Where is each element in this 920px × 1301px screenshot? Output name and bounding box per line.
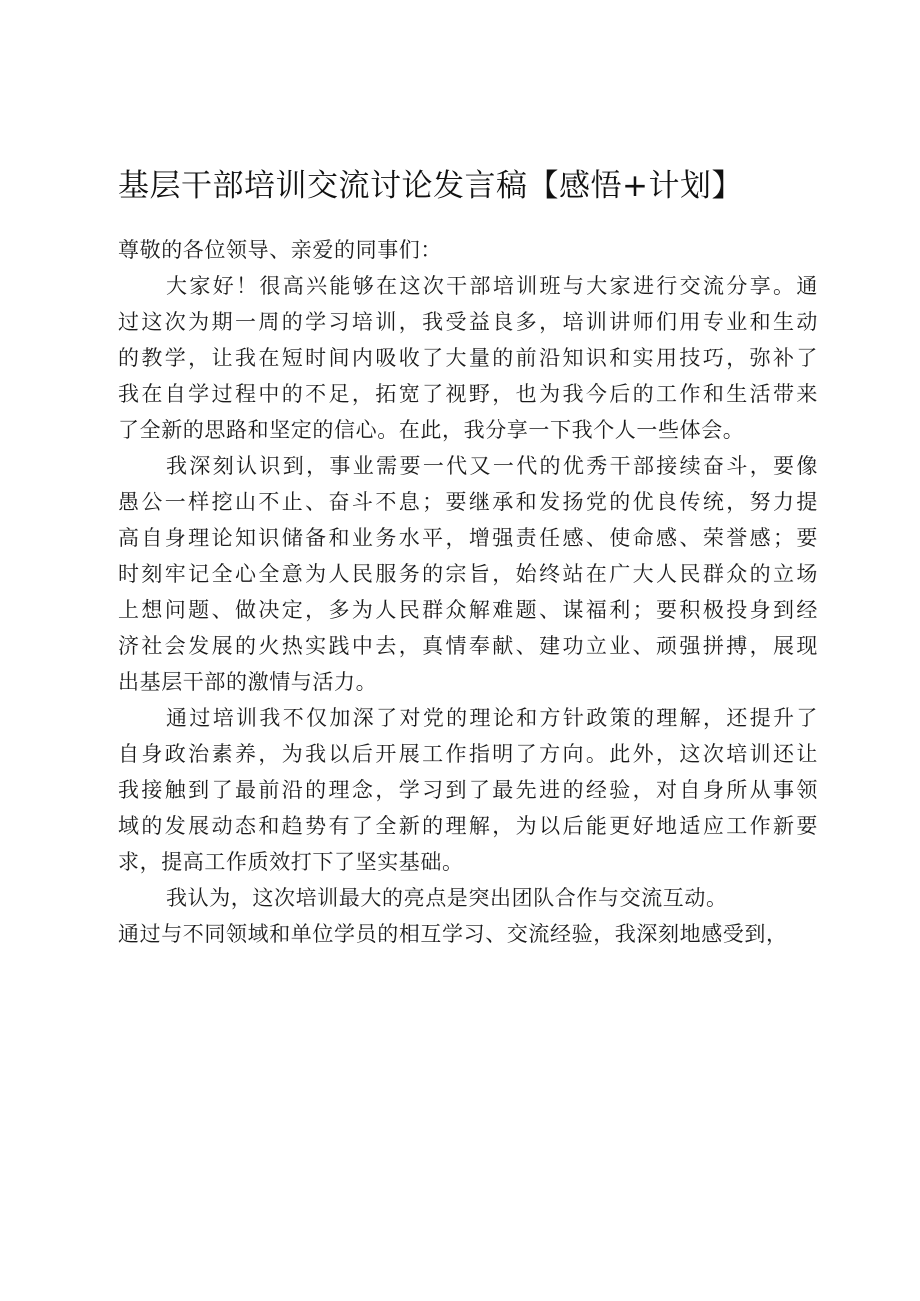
paragraph-4 <box>118 880 818 952</box>
text-line: 域的发展动态和趋势有了全新的理解，为以后能更好地适应工作新要 <box>118 814 818 838</box>
text-line: 我认为，这次培训最大的亮点是突出团队合作与交流互动。 <box>166 886 728 910</box>
text-line: 我接触到了最前沿的理念，学习到了最先进的经验，对自身所从事领 <box>118 778 818 802</box>
text-line: 自身政治素养，为我以后开展工作指明了方向。此外，这次培训还让 <box>118 742 818 766</box>
text-line: 的教学，让我在短时间内吸收了大量的前沿知识和实用技巧，弥补了 <box>118 346 818 370</box>
text-line: 我深刻认识到，事业需要一代又一代的优秀干部接续奋斗，要像 <box>166 454 818 478</box>
text-line: 大家好！很高兴能够在这次干部培训班与大家进行交流分享。通 <box>166 274 818 298</box>
text-line: 出基层干部的激情与活力。 <box>118 670 378 694</box>
text-line: 了全新的思路和坚定的信心。在此，我分享一下我个人一些体会。 <box>118 418 745 442</box>
salutation: 尊敬的各位领导、亲爱的同事们： <box>118 238 442 262</box>
paragraph-2 <box>118 448 818 700</box>
text-line: 上想问题、做决定，多为人民群众解难题、谋福利；要积极投身到经 <box>118 598 818 622</box>
text-line: 高自身理论知识储备和业务水平，增强责任感、使命感、荣誉感；要 <box>118 526 818 550</box>
text-line: 济社会发展的火热实践中去，真情奉献、建功立业、顽强拼搏，展现 <box>118 634 818 658</box>
text-line: 我在自学过程中的不足，拓宽了视野，也为我今后的工作和生活带来 <box>118 382 818 406</box>
text-line: 时刻牢记全心全意为人民服务的宗旨，始终站在广大人民群众的立场 <box>118 562 818 586</box>
text-line: 过这次为期一周的学习培训，我受益良多，培训讲师们用专业和生动 <box>118 310 818 334</box>
document-title: 基层干部培训交流讨论发言稿【感悟+计划】 <box>118 168 743 204</box>
text-line: 通过培训我不仅加深了对党的理论和方针政策的理解，还提升了 <box>166 706 818 730</box>
text-line: 求，提高工作质效打下了坚实基础。 <box>118 850 464 874</box>
document-body <box>118 232 818 952</box>
paragraph-1 <box>118 268 818 448</box>
text-line: 愚公一样挖山不止、奋斗不息；要继承和发扬党的优良传统，努力提 <box>118 490 818 514</box>
text-line: 通过与不同领域和单位学员的相互学习、交流经验，我深刻地感受到， <box>118 922 788 946</box>
paragraph-3 <box>118 700 818 880</box>
